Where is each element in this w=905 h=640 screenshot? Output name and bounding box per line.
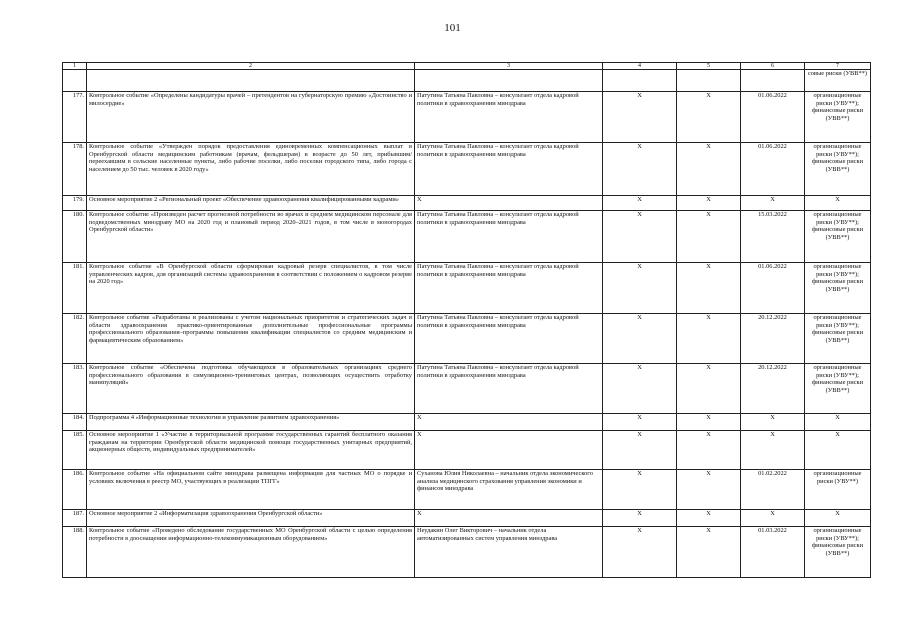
event-description xyxy=(87,70,415,92)
risk-type: организационные риски (УВУ**) xyxy=(805,470,871,510)
event-description: Контрольное событие «В Оренбургской области сформирован кадровый резерв специалистов, в том числе управленческих кадров, для организаций системы здравоохранения в соответствии с положением о кадровом резерве на 2020 год» xyxy=(87,263,415,314)
table-row xyxy=(63,143,871,196)
column-5-mark xyxy=(677,70,741,92)
risk-type: совые риски (УВВ**) xyxy=(805,70,871,92)
due-date: 01.03.2022 xyxy=(741,527,805,578)
responsible-person: Патутина Татьяна Павловна – консультант отдела кадровой политики в здравоохранении минздрава xyxy=(415,314,603,364)
responsible-person: X xyxy=(415,431,603,470)
row-number: 188. xyxy=(63,527,87,578)
event-description: Контрольное событие «Проведено обследование государственных МО Оренбургской области с целью определения потребности в дооснащении информационно-телекоммуникационным оборудованием» xyxy=(87,527,415,578)
responsible-person: Патутина Татьяна Павловна – консультант отдела кадровой политики в здравоохранении минздрава xyxy=(415,92,603,143)
column-5-mark: X xyxy=(677,431,741,470)
event-description: Контрольное событие «Утвержден порядок предоставления единовременных компенсационных выплат в Оренбургской области медицинским работникам (врачам, фельдшерам) в возрасте до 50 лет, прибывшим/переехавшим в сельские населенные пункты, либо рабочие поселки, либо поселки городского типа, либо города с населением до 50 тыс. человек в 2020 году» xyxy=(87,143,415,196)
table-row xyxy=(63,92,871,143)
due-date: 01.06.2022 xyxy=(741,143,805,196)
column-4-mark: X xyxy=(603,364,677,414)
row-number: 178. xyxy=(63,143,87,196)
table-row xyxy=(63,263,871,314)
column-number: 2 xyxy=(87,63,415,70)
responsible-person: Патутина Татьяна Павловна – консультант отдела кадровой политики в здравоохранении минздрава xyxy=(415,211,603,263)
event-description: Контрольное событие «Разработаны и реализованы с учетом национальных приоритетов и стратегических задач в области здравоохранения практико-ориентированные дополнительные профессиональные программы профессионального образования–программы повышения квалификации специалистов со средним медицинским и фармацевтическим образованием» xyxy=(87,314,415,364)
table-row xyxy=(63,70,871,92)
page-number: 101 xyxy=(444,22,461,34)
due-date: 01.06.2022 xyxy=(741,92,805,143)
table-row xyxy=(63,470,871,510)
risk-type: организационные риски (УВУ**); финансовые риски (УВВ**) xyxy=(805,263,871,314)
event-description: Контрольное событие «Произведен расчет прогнозной потребности во врачах и среднем медицинском персонале для подведомственных минздраву МО на 2020 год и плановый период 2020–2021 годов, в том числе в моногородах Оренбургской области» xyxy=(87,211,415,263)
risk-type: организационные риски (УВУ**); финансовые риски (УВВ**) xyxy=(805,92,871,143)
column-4-mark: X xyxy=(603,314,677,364)
risk-type: организационные риски (УВУ**); финансовые риски (УВВ**) xyxy=(805,527,871,578)
event-description: Основное мероприятие 2 «Информатизация здравоохранения Оренбургской области» xyxy=(87,510,415,527)
row-number: 179. xyxy=(63,196,87,211)
row-number xyxy=(63,70,87,92)
responsible-person: X xyxy=(415,196,603,211)
due-date: X xyxy=(741,414,805,431)
risk-type: организационные риски (УВУ**); финансовые риски (УВВ**) xyxy=(805,314,871,364)
due-date: X xyxy=(741,510,805,527)
responsible-person xyxy=(415,70,603,92)
row-number: 186. xyxy=(63,470,87,510)
responsible-person: X xyxy=(415,510,603,527)
row-number: 183. xyxy=(63,364,87,414)
event-description: Основное мероприятие 1 «Участие в территориальной программе государственных гарантий бесплатного оказания гражданам на территории Оренбургской области медицинской помощи государственных унитарных предприятий, акционерных обществ, индивидуальных предпринимателей» xyxy=(87,431,415,470)
due-date: X xyxy=(741,196,805,211)
column-4-mark: X xyxy=(603,143,677,196)
row-number: 177. xyxy=(63,92,87,143)
row-number: 185. xyxy=(63,431,87,470)
column-4-mark: X xyxy=(603,510,677,527)
column-number: 7 xyxy=(805,63,871,70)
risk-type: организационные риски (УВУ**); финансовые риски (УВВ**) xyxy=(805,364,871,414)
column-4-mark xyxy=(603,70,677,92)
table-row xyxy=(63,196,871,211)
column-5-mark: X xyxy=(677,263,741,314)
responsible-person: Патутина Татьяна Павловна – консультант отдела кадровой политики в здравоохранении минздрава xyxy=(415,263,603,314)
row-number: 184. xyxy=(63,414,87,431)
column-5-mark: X xyxy=(677,470,741,510)
column-5-mark: X xyxy=(677,527,741,578)
responsible-person: Патутина Татьяна Павловна – консультант отдела кадровой политики в здравоохранении минздрава xyxy=(415,143,603,196)
responsible-person: X xyxy=(415,414,603,431)
row-number: 180. xyxy=(63,211,87,263)
column-number: 5 xyxy=(677,63,741,70)
column-4-mark: X xyxy=(603,263,677,314)
due-date: 20.12.2022 xyxy=(741,364,805,414)
row-number: 182. xyxy=(63,314,87,364)
due-date: 01.02.2022 xyxy=(741,470,805,510)
column-4-mark: X xyxy=(603,414,677,431)
column-4-mark: X xyxy=(603,211,677,263)
due-date: 15.03.2022 xyxy=(741,211,805,263)
column-5-mark: X xyxy=(677,364,741,414)
event-description: Контрольное событие «Определены кандидатуры врачей – претендентов на губернаторскую премию «Достоинство и милосердие» xyxy=(87,92,415,143)
responsible-person: Суханова Юлия Николаевна – начальник отдела экономического анализа медицинского страхования управления экономики и финансов минздрава xyxy=(415,470,603,510)
column-5-mark: X xyxy=(677,92,741,143)
event-description: Основное мероприятие 2 «Региональный проект «Обеспечение здравоохранения квалифицированными кадрами» xyxy=(87,196,415,211)
risk-type: X xyxy=(805,414,871,431)
column-5-mark: X xyxy=(677,143,741,196)
due-date: 20.12.2022 xyxy=(741,314,805,364)
table-row xyxy=(63,211,871,263)
responsible-person: Патутина Татьяна Павловна – консультант отдела кадровой политики в здравоохранении минздрава xyxy=(415,364,603,414)
due-date: 01.06.2022 xyxy=(741,263,805,314)
column-number: 4 xyxy=(603,63,677,70)
risk-type: X xyxy=(805,431,871,470)
row-number: 187. xyxy=(63,510,87,527)
column-number: 3 xyxy=(415,63,603,70)
column-5-mark: X xyxy=(677,211,741,263)
table-row xyxy=(63,510,871,527)
event-description: Контрольное событие «На официальном сайте минздрава размещена информация для частных МО о порядке и условиях включения в реестр МО, участвующих в реализации ТПГГ» xyxy=(87,470,415,510)
event-description: Контрольное событие «Обеспечена подготовка обучающихся в образовательных организациях среднего профессионального образования в симуляционно-тренинговых центрах, позволяющих осуществить отработку манипуляций» xyxy=(87,364,415,414)
table-row xyxy=(63,431,871,470)
column-4-mark: X xyxy=(603,92,677,143)
risk-type: организационные риски (УВУ**); финансовые риски (УВВ**) xyxy=(805,211,871,263)
column-number: 6 xyxy=(741,63,805,70)
column-5-mark: X xyxy=(677,314,741,364)
risk-type: организационные риски (УВУ**); финансовые риски (УВВ**) xyxy=(805,143,871,196)
table-row xyxy=(63,314,871,364)
due-date: X xyxy=(741,431,805,470)
column-4-mark: X xyxy=(603,527,677,578)
risk-type: X xyxy=(805,510,871,527)
event-description: Подпрограмма 4 «Информационные технологии и управление развитием здравоохранения» xyxy=(87,414,415,431)
column-5-mark: X xyxy=(677,510,741,527)
responsible-person: Неудакин Олег Викторович – начальник отдела автоматизированных систем управления минздрава xyxy=(415,527,603,578)
row-number: 181. xyxy=(63,263,87,314)
plan-table xyxy=(62,62,871,578)
due-date xyxy=(741,70,805,92)
column-number: 1 xyxy=(63,63,87,70)
column-5-mark: X xyxy=(677,414,741,431)
risk-type: X xyxy=(805,196,871,211)
column-4-mark: X xyxy=(603,196,677,211)
table-row xyxy=(63,527,871,578)
table-row xyxy=(63,414,871,431)
column-5-mark: X xyxy=(677,196,741,211)
column-4-mark: X xyxy=(603,431,677,470)
table-row xyxy=(63,364,871,414)
column-number-row xyxy=(63,63,871,70)
column-4-mark: X xyxy=(603,470,677,510)
